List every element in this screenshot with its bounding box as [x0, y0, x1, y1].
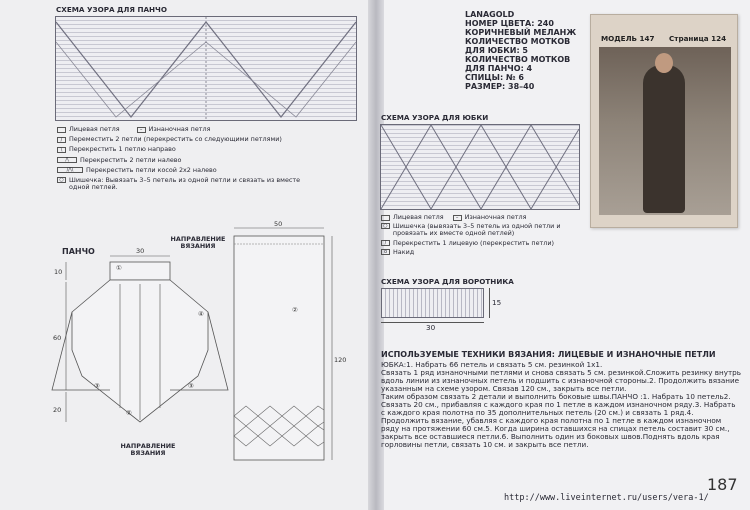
purl-stitch-icon: –: [453, 215, 462, 221]
schematic-drawings: [48, 220, 348, 470]
poncho-legend: [57, 126, 357, 191]
poncho-pattern-chart: [55, 16, 357, 121]
skirt-shape: [234, 236, 324, 460]
instructions-para-3: Таким образом связать 2 детали и выполнить боковые швы.ПАНЧО :1. Набрать 10 петель2. Связать 20 см., прибавляя с каждого края по 1 петле в каждом изнаночном ряду.3. Набрать с каждого края полотна по 35 дополнительных петель (20 см.) и связать 1 ряд.4. Продолжить вязание, убавляя с каждого края полотна по 1 петле в каждом изнаночном ряду на протяжении 60 см.5. Когда ширина оставшихся на спицах петель составит 30 см., закрыть все оставшиеся петли.6. Выполнить один из боковых швов.Поднять вдоль края горловины петли, связать 10 см. и закрыть все петли.: [381, 392, 736, 449]
cross-stitch-icon: /: [381, 240, 390, 246]
cross-right-icon: \: [57, 147, 66, 153]
skirt-chart-title: СХЕМА УЗОРА ДЛЯ ЮБКИ: [381, 113, 489, 122]
collar-width: 30: [426, 323, 436, 332]
poncho-dim-height1: 10: [54, 268, 63, 276]
legend-move: / Переместить 2 петли (перекрестить со следующими петлями): [57, 136, 357, 143]
photo-model-number: МОДЕЛЬ 147: [601, 34, 655, 43]
legend-cross-left: /\ Перекрестить 2 петли налево: [57, 157, 357, 164]
collar-height-line: [489, 288, 490, 318]
legend-bobble: ○ Шишечка: Вывязать 3–5 петель из одной петли и связать из вместе одной петлей.: [57, 177, 357, 191]
direction-label-top: НАПРАВЛЕНИЕ ВЯЗАНИЯ: [170, 235, 226, 251]
legend-cable: //\\ Перекрестить петли косой 2х2 налево: [57, 167, 357, 174]
skirt-chart-lines: [381, 125, 579, 209]
model-photo: [599, 47, 731, 215]
poncho-chart-title: СХЕМА УЗОРА ДЛЯ ПАНЧО: [56, 5, 167, 14]
skirt-dim-top: 50: [274, 220, 283, 228]
poncho-dim-top: 30: [136, 247, 145, 255]
svg-text:②: ②: [126, 409, 132, 417]
instructions-para-1: ЮБКА:1. Набрать 66 петель и связать 5 см. резинкой 1х1.: [381, 360, 603, 369]
bobble-icon: ○: [381, 223, 390, 229]
page-number: 187: [707, 475, 738, 494]
knit-stitch-icon: [57, 127, 66, 133]
model-figure: [643, 65, 685, 213]
move-stitch-icon: /: [57, 137, 66, 143]
instructions: [381, 361, 741, 449]
instructions-para-2: Связать 1 ряд изнаночными петлями и снова связать 5 см. резинкой.Сложить резинку внутрь вдоль линии из изнаночных петель и подшить с изнаночной стороны.2. Продолжить вязание указанным на схеме узором. Связав 120 см., закрыть все петли.: [381, 368, 741, 393]
poncho-chart-lines: [56, 17, 356, 120]
yarn-over-icon: o: [381, 249, 390, 255]
svg-text:②: ②: [292, 306, 298, 314]
collar-chart-title: СХЕМА УЗОРА ДЛЯ ВОРОТНИКА: [381, 277, 514, 286]
knit-stitch-icon: [381, 215, 390, 221]
photo-page-ref: Страница 124: [669, 34, 727, 43]
svg-text:①: ①: [116, 264, 122, 272]
yarn-info: LANAGOLD НОМЕР ЦВЕТА: 240 КОРИЧНЕВЫЙ МЕЛАНЖ КОЛИЧЕСТВО МОТКОВ ДЛЯ ЮБКИ: 5 КОЛИЧЕСТВО МОТКОВ ДЛЯ ПАНЧО: 4 СПИЦЫ: № 6 РАЗМЕР: 38–40: [465, 10, 577, 91]
model-head: [655, 53, 673, 73]
purl-stitch-icon: –: [137, 127, 146, 133]
svg-text:③: ③: [94, 382, 100, 390]
skirt-legend: Лицевая петля – Изнаночная петля ○ Шишечка (вывязать 3–5 петель из одной петли и провязать их вместе одной петлей) / Перекрестить 1 лицевую (перекрестить петли) o Накид: [381, 214, 581, 256]
bobble-icon: ○: [57, 177, 66, 183]
cable-icon: //\\: [57, 167, 83, 173]
source-url: http://www.liveinternet.ru/users/vera-1/: [504, 493, 709, 503]
skirt-pattern-chart: [380, 124, 580, 210]
skirt-dim-height: 120: [334, 356, 347, 364]
techniques-title: ИСПОЛЬЗУЕМЫЕ ТЕХНИКИ ВЯЗАНИЯ: ЛИЦЕВЫЕ И ИЗНАНОЧНЫЕ ПЕТЛИ: [381, 350, 716, 359]
svg-text:④: ④: [198, 310, 204, 318]
collar-height: 15: [492, 298, 502, 307]
collar-pattern-chart: [381, 288, 484, 318]
poncho-label: ПАНЧО: [62, 247, 95, 256]
model-photo-frame: [590, 14, 738, 228]
legend-cross-right: \ Перекрестить 1 петлю направо: [57, 146, 357, 153]
direction-label-bottom: НАПРАВЛЕНИЕ ВЯЗАНИЯ: [120, 442, 176, 458]
legend-knit: Лицевая петля – Изнаночная петля: [57, 126, 357, 133]
cross-left-icon: /\: [57, 157, 77, 163]
poncho-dim-height2: 60: [53, 334, 62, 342]
svg-text:③: ③: [188, 382, 194, 390]
poncho-dim-height3: 20: [53, 406, 62, 414]
